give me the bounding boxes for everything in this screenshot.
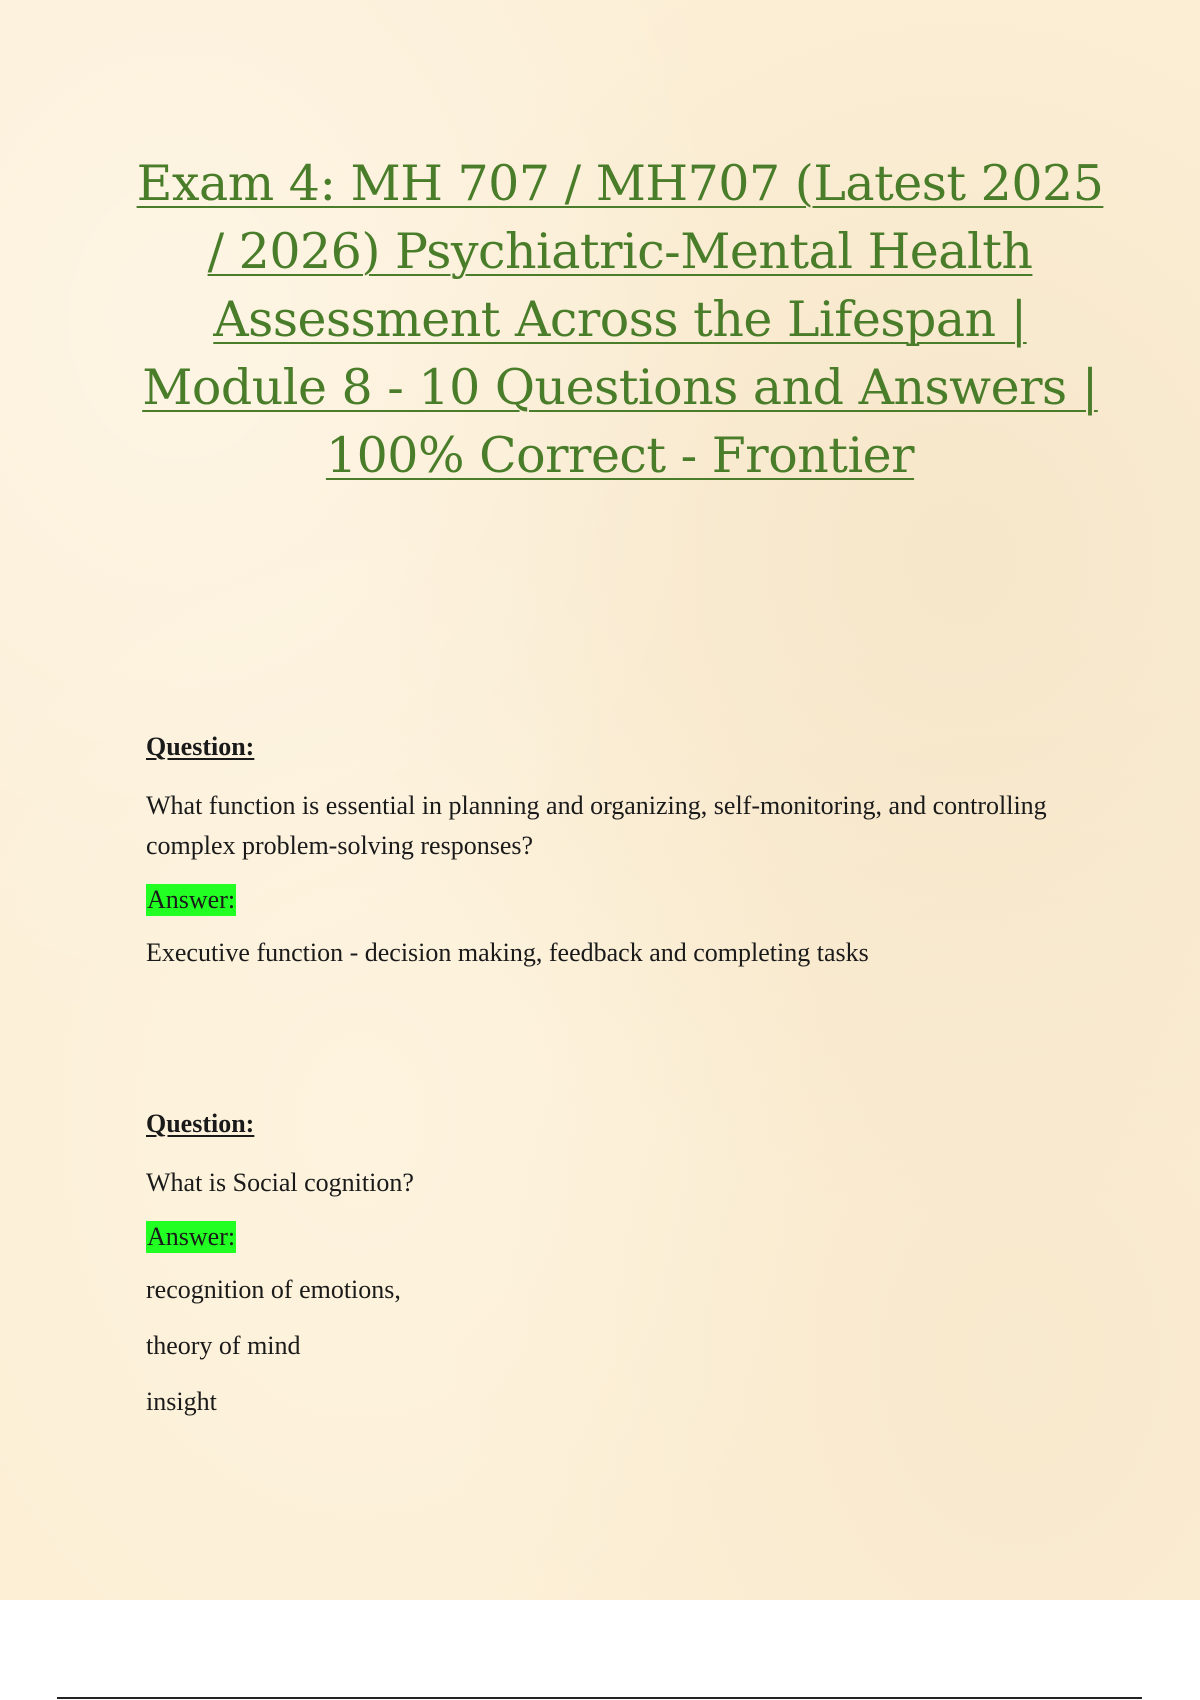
question-text: What function is essential in planning and organizing, self-monitoring, and controlling complex problem-solving responses? xyxy=(146,791,1047,860)
answer-text: theory of mind xyxy=(146,1331,301,1360)
question-label: Question: xyxy=(146,1109,255,1138)
answer-text: insight xyxy=(146,1387,217,1416)
question-text: What is Social cognition? xyxy=(146,1168,414,1197)
document-title: Exam 4: MH 707 / MH707 (Latest 2025 / 2026) Psychiatric-Mental Health Assessment Across the Lifespan | Module 8 - 10 Questions and Answers | 100% Correct - Frontier xyxy=(136,155,1104,484)
answer-label: Answer: xyxy=(147,885,236,914)
answer-text: recognition of emotions, xyxy=(146,1275,401,1304)
qa-block-2 xyxy=(146,1107,1106,1441)
question-label: Question: xyxy=(146,732,255,761)
footer-divider xyxy=(57,1697,1142,1699)
qa-block-1 xyxy=(146,730,1106,992)
answer-label: Answer: xyxy=(147,1222,236,1251)
answer-text: Executive function - decision making, feedback and completing tasks xyxy=(146,938,869,967)
